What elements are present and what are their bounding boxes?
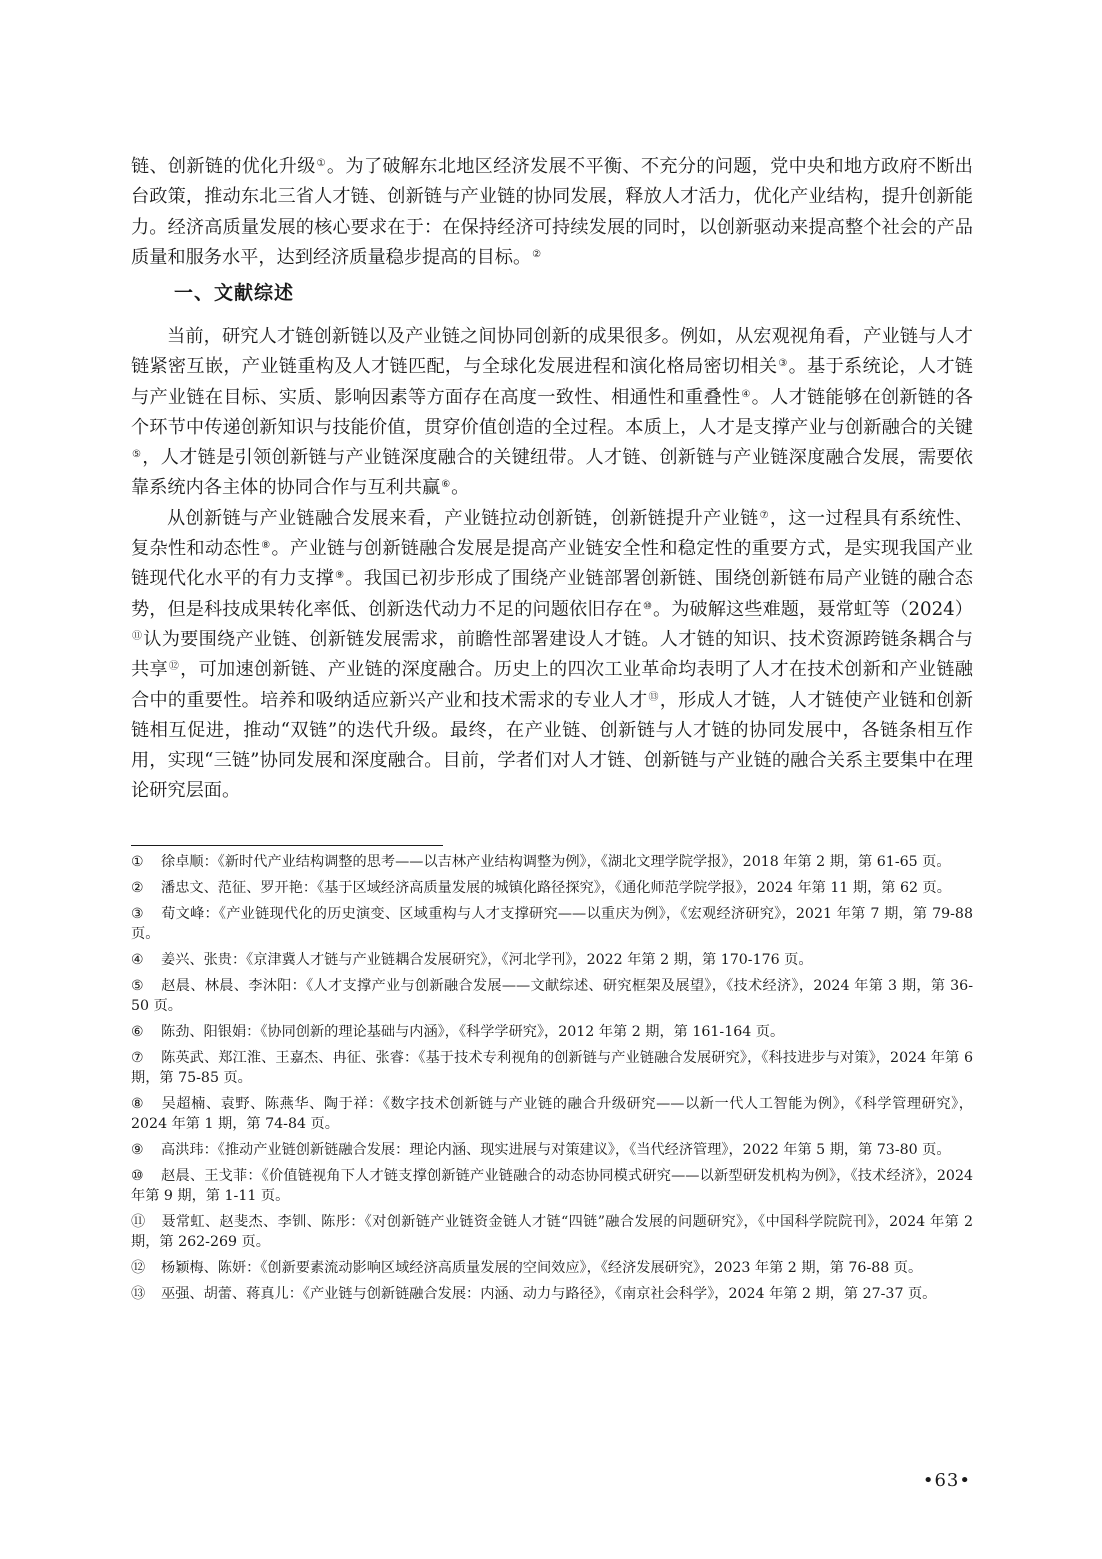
footnote-ref[interactable]: ⑧ [261,540,271,552]
footnote-ref[interactable]: ⑬ [648,691,659,703]
section-heading: 一、文献综述 [174,282,295,304]
footnote-text: 聂常虹、赵斐杰、李钏、陈彤：《对创新链产业链资金链人才链“四链”融合发展的问题研究》，《中国科学院院刊》，2024 年第 2 期，第 262-269 页。 [131,1214,973,1250]
footnote-item [131,1048,973,1088]
footnote-text: 高洪玮：《推动产业链创新链融合发展：理论内涵、现实进展与对策建议》，《当代经济管理》，2022 年第 5 期，第 73-80 页。 [161,1142,951,1158]
text-run: 。为破解这些难题，聂常虹等（2024） [652,598,973,620]
footnote-text: 赵晨、林晨、李沐阳：《人才支撑产业与创新融合发展——文献综述、研究框架及展望》，《技术经济》，2024 年第 3 期，第 36-50 页。 [131,978,973,1014]
paragraph-2 [131,322,973,504]
body-section [131,322,973,807]
footnote-text: 徐卓顺：《新时代产业结构调整的思考——以吉林产业结构调整为例》，《湖北文理学院学报》，2018 年第 2 期，第 61-65 页。 [161,854,951,870]
text-run: 当前，研究人才链创新链以及产业链之间协同创新的成果很多。例如，从宏观视角看，产业链与人才链紧密互嵌，产业链重构及人才链匹配，与全球化发展进程和演化格局密切相关 [131,326,973,378]
footnote-text: 吴超楠、袁野、陈燕华、陶于祥：《数字技术创新链与产业链的融合升级研究——以新一代人工智能为例》，《科学管理研究》，2024 年第 1 期，第 74-84 页。 [131,1096,973,1132]
footnote-ref[interactable]: ⑤ [132,449,142,461]
footnote-item [131,1284,973,1304]
text-run: 。产业链与创新链融合发展是提高产业链安全性和稳定性的重要方式，是实现我国产业链现代化水平的有力支撑 [131,538,973,590]
footnote-ref[interactable]: ⑥ [441,479,451,491]
text-run: 认为要围绕产业链、创新链发展需求，前瞻性部署建设人才链。人才链的知识、技术资源跨链条耦合与共享 [131,628,973,681]
footnote-number: ⑨ [131,1142,144,1158]
footnote-number: ⑦ [131,1050,144,1066]
text-run: 。我国已初步形成了围绕产业链部署创新链、围绕创新链布局产业链的融合态势，但是科技成果转化率低、创新迭代动力不足的问题依旧存在 [131,568,973,620]
footnote-item [131,976,973,1016]
footnote-text: 姜兴、张贵：《京津冀人才链与产业链耦合发展研究》，《河北学刊》，2022 年第 2 期，第 170-176 页。 [161,952,813,968]
paragraph-continuation [131,152,973,273]
footnote-item [131,1140,973,1160]
footnote-text: 荀文峰：《产业链现代化的历史演变、区域重构与人才支撑研究——以重庆为例》，《宏观经济研究》，2021 年第 7 期，第 79-88 页。 [131,906,973,942]
footnotes [131,852,973,1310]
footnote-ref[interactable]: ③ [778,358,788,370]
footnote-item [131,852,973,872]
footnote-number: ⑬ [131,1286,146,1302]
text-run: 。 [451,477,470,499]
footnote-text: 杨颖梅、陈妍：《创新要素流动影响区域经济高质量发展的空间效应》，《经济发展研究》，2023 年第 2 期，第 76-88 页。 [161,1260,923,1276]
text-run: 。基于系统论，人才链与产业链在目标、实质、影响因素等方面存在高度一致性、相通性和重叠性 [131,356,973,408]
footnote-divider [131,845,443,846]
footnote-text: 赵晨、王戈菲：《价值链视角下人才链支撑创新链产业链融合的动态协同模式研究——以新型研发机构为例》，《技术经济》，2024 年第 9 期，第 1-11 页。 [131,1168,973,1204]
footnote-text: 陈英武、郑江淮、王嘉杰、冉征、张睿：《基于技术专利视角的创新链与产业链融合发展研究》，《科技进步与对策》，2024 年第 6 期，第 75-85 页。 [131,1050,973,1086]
text-run: 链、创新链的优化升级 [131,156,316,177]
footnote-text: 潘忠文、范征、罗开艳：《基于区域经济高质量发展的城镇化路径探究》，《通化师范学院学报》，2024 年第 11 期，第 62 页。 [161,880,951,896]
footnote-number: ⑤ [131,978,144,994]
footnote-ref[interactable]: ⑪ [132,630,143,642]
footnote-ref[interactable]: ④ [741,388,751,400]
text-run: ，这一过程具有系统性、复杂性和动态性 [131,507,973,560]
footnote-number: ⑪ [131,1214,146,1230]
footnote-number: ③ [131,906,144,922]
footnote-text: 陈劲、阳银娟：《协同创新的理论基础与内涵》，《科学学研究》，2012 年第 2 期，第 161-164 页。 [161,1024,785,1040]
footnote-text: 巫强、胡蕾、蒋真儿：《产业链与创新链融合发展：内涵、动力与路径》，《南京社会科学》，2024 年第 2 期，第 27-37 页。 [161,1286,937,1302]
footnote-number: ⑩ [131,1168,144,1184]
page-number: •63• [922,1470,971,1491]
footnote-ref[interactable]: ① [316,158,326,169]
footnote-item [131,904,973,944]
text-run: ，形成人才链，人才链使产业链和创新链相互促进，推动“双链”的迭代升级。最终，在产业链、创新链与人才链的协同发展中，各链条相互作用，实现“三链”协同发展和深度融合。目前，学者们对人才链、创新链与产业链的融合关系主要集中在理论研究层面。 [131,689,973,802]
paragraph-3 [131,504,973,807]
footnote-number: ⑧ [131,1096,144,1112]
footnote-item [131,1022,973,1042]
footnote-number: ① [131,854,144,870]
footnote-number: ⑥ [131,1024,144,1040]
footnote-ref[interactable]: ⑫ [168,661,180,673]
body-paragraph-1 [131,152,973,273]
footnote-number: ④ [131,952,144,968]
footnote-item [131,1212,973,1252]
footnote-item [131,950,973,970]
text-run: 从创新链与产业链融合发展来看，产业链拉动创新链，创新链提升产业链 [167,507,759,529]
footnote-ref[interactable]: ② [532,248,542,260]
footnote-item [131,1094,973,1134]
text-run: 。人才链能够在创新链的各个环节中传递创新知识与技能价值，贯穿价值创造的全过程。本质上，人才是支撑产业与创新融合的关键 [131,386,973,438]
footnote-ref[interactable]: ⑨ [335,570,345,582]
footnote-ref[interactable]: ⑩ [642,600,652,612]
footnote-item [131,878,973,898]
footnote-item [131,1258,973,1278]
footnote-number: ⑫ [131,1260,146,1276]
footnote-number: ② [131,880,144,896]
footnote-ref[interactable]: ⑦ [759,509,769,521]
text-run: ，人才链是引领创新链与产业链深度融合的关键纽带。人才链、创新链与产业链深度融合发展，需要依靠系统内各主体的协同合作与互利共赢 [131,447,973,499]
footnote-item [131,1166,973,1206]
text-run: ，可加速创新链、产业链的深度融合。历史上的四次工业革命均表明了人才在技术创新和产业链融合中的重要性。培养和吸纳适应新兴产业和技术需求的专业人才 [131,659,973,711]
text-run: 。为了破解东北地区经济发展不平衡、不充分的问题，党中央和地方政府不断出台政策，推动东北三省人才链、创新链与产业链的协同发展，释放人才活力，优化产业结构，提升创新能力。经济高质量发展的核心要求在于：在保持经济可持续发展的同时，以创新驱动来提高整个社会的产品质量和服务水平，达到经济质量稳步提高的目标。 [131,156,973,268]
